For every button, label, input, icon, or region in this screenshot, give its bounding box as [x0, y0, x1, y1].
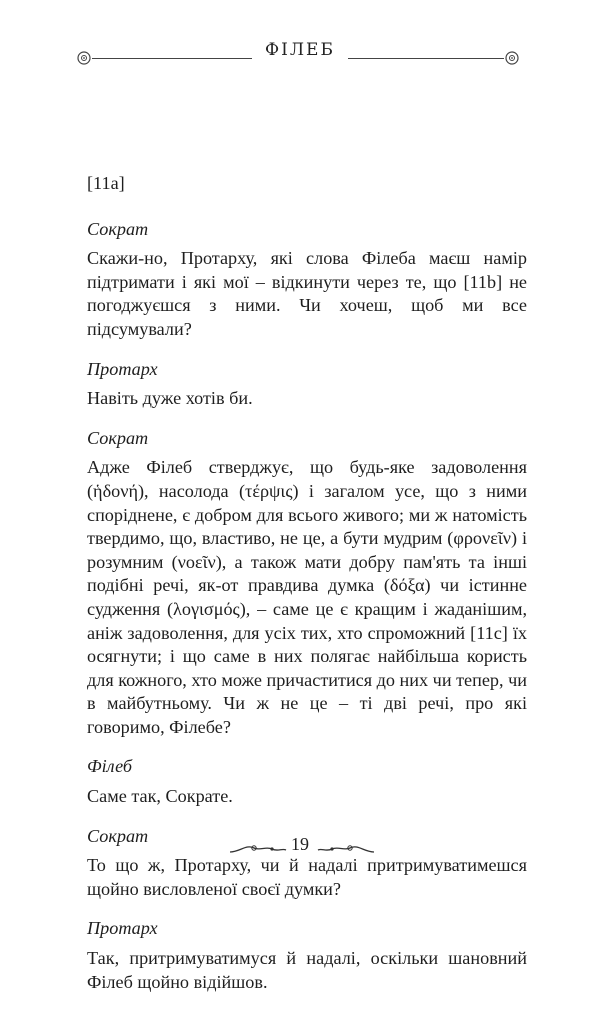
dialogue-turn [87, 427, 527, 740]
flourish-ornament-icon [316, 840, 376, 858]
spiral-ornament-icon [502, 48, 522, 68]
speaker-name: Сократ [87, 218, 149, 239]
section-marker: [11а] [87, 173, 125, 193]
speaker-name: Протарх [87, 918, 158, 939]
dialogue-turn [87, 755, 527, 808]
page-number: 19 [291, 834, 309, 854]
speaker-name: Філеб [87, 756, 133, 777]
page-footer [0, 832, 600, 862]
speech-text: То що ж, Протарху, чи й надалі притримуватимешся щойно висловленої своєї думки? [87, 855, 527, 899]
speech-text: Скажи-но, Протарху, які слова Філеба маєш намір підтримати і які мої – відкинути через те, що [11b] не погоджуєшся з ними. Чи хочеш, щоб ми все підсумували? [87, 248, 527, 339]
speech-text: Так, притримуватимуся й надалі, оскільки шановний Філеб щойно відійшов. [87, 948, 527, 992]
speaker-name: Сократ [87, 825, 149, 846]
dialogue-turn [87, 358, 527, 411]
speaker-name: Сократ [87, 427, 149, 448]
dialogue-turn [87, 218, 527, 342]
running-header [0, 30, 600, 70]
dialogue-turn [87, 917, 527, 994]
running-title: ФІЛЕБ [265, 40, 335, 60]
speech-text: Навіть дуже хотів би. [87, 388, 253, 409]
speaker-name: Протарх [87, 358, 158, 379]
header-rule-right [348, 58, 504, 59]
speech-text: Адже Філеб стверджує, що будь-яке задоволення (ἡδονή), насолода (τέρψις) і загалом усе, що з ними споріднене, є добром для всього живого; ми ж натомість твердимо, що, властиво, не це, а бути мудрим (φρονεῖν) і розумним (νοεῖν), а також мати добру пам'ять та інші подібні речі, як-от правдива думка (δόξα) чи істинне судження (λογισμός), – саме це є кращим і жаданішим, аніж задоволення, для усіх тих, хто спроможний [11с] їх осягнути; і що саме в них полягає найбільша користь для кожного, хто може причаститися до них чи тепер, чи в майбутньому. Чи ж не це – ті дві речі, про які говоримо, Філебе? [87, 457, 527, 737]
speech-text: Саме так, Сократе. [87, 786, 233, 807]
page-body [87, 172, 527, 1010]
